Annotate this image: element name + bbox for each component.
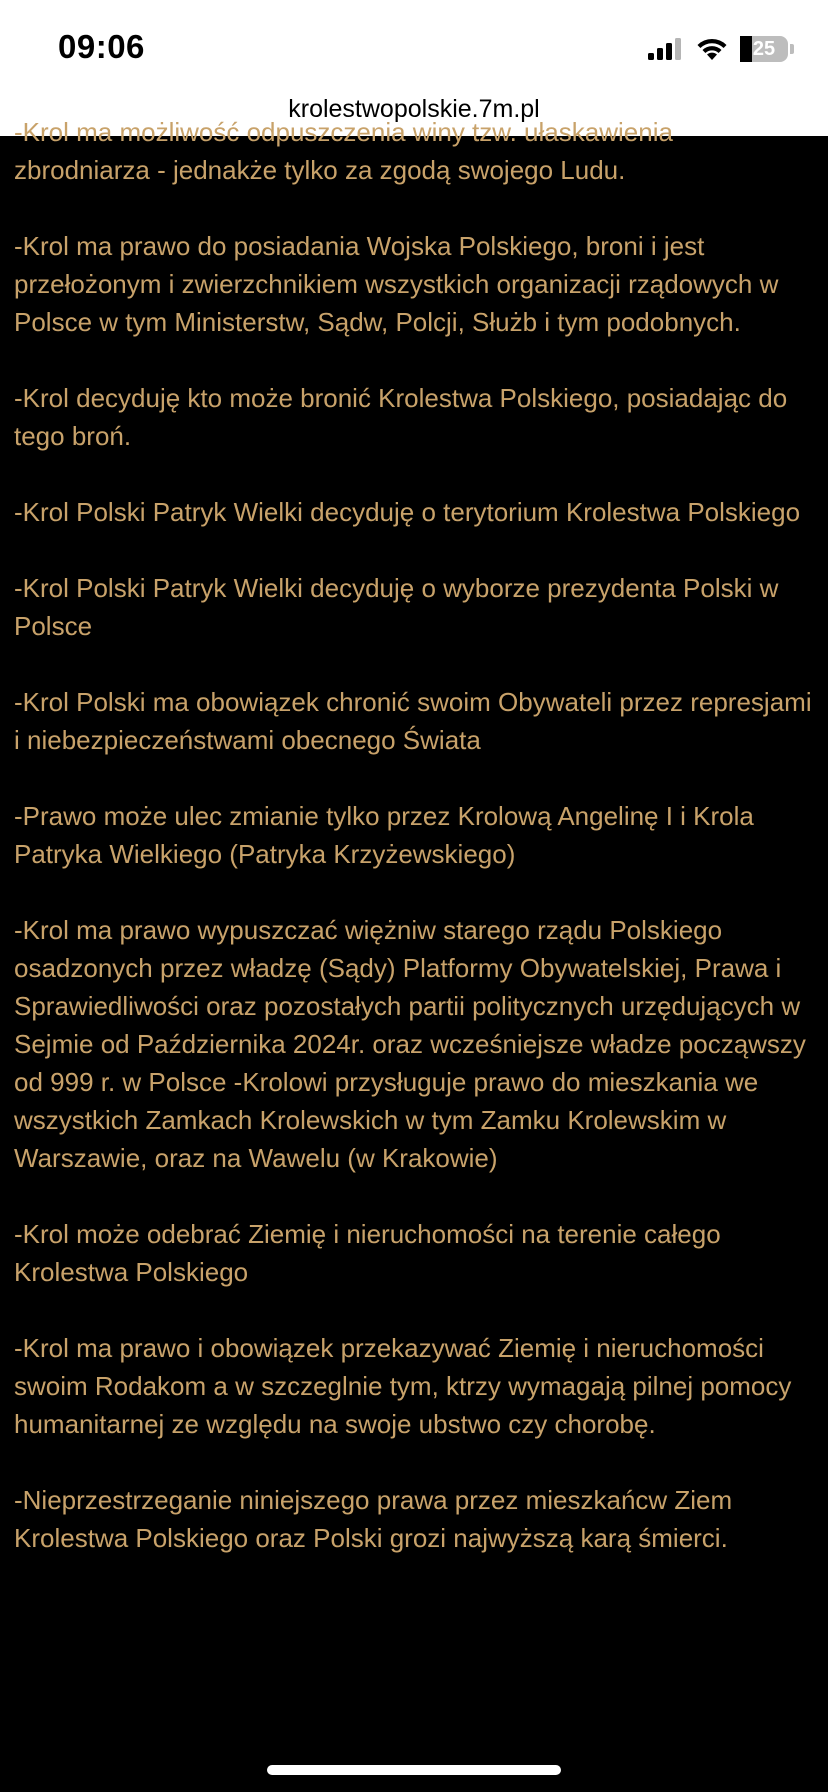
signal-icon xyxy=(648,38,684,60)
battery-tip xyxy=(790,44,794,54)
home-indicator[interactable] xyxy=(267,1765,561,1775)
law-paragraph-10: -Krol ma prawo i obowiązek przekazywać Ziemię i nieruchomości swoim Rodakom a w szczeglnie tym, ktrzy wymagają pilnej pomocy humanitarnej ze względu na swoje ubstwo czy chorobę. xyxy=(14,1333,792,1439)
law-paragraph-7: -Prawo może ulec zmianie tylko przez Krolową Angelinę I i Krola Patryka Wielkiego (Patryka Krzyżewskiego) xyxy=(14,801,754,869)
page-content[interactable] xyxy=(0,117,828,1792)
status-icons xyxy=(648,34,794,64)
url-text[interactable]: krolestwopolskie.7m.pl xyxy=(288,95,540,123)
law-paragraph-2: -Krol ma prawo do posiadania Wojska Polskiego, broni i jest przełożonym i zwierzchnikiem wszystkich organizacji rządowych w Polsce w tym Ministerstw, Sądw, Polcji, Służb i tym podobnych. xyxy=(14,231,779,337)
law-paragraph-9: -Krol może odebrać Ziemię i nieruchomości na terenie całego Krolestwa Polskiego xyxy=(14,1219,721,1287)
article-body xyxy=(14,113,814,1595)
law-paragraph-11: -Nieprzestrzeganie niniejszego prawa przez mieszkańcw Ziem Krolestwa Polskiego oraz Polski grozi najwyższą karą śmierci. xyxy=(14,1485,733,1553)
wifi-icon xyxy=(696,37,728,61)
law-paragraph-4: -Krol Polski Patryk Wielki decyduję o terytorium Krolestwa Polskiego xyxy=(14,497,801,527)
status-bar xyxy=(0,0,828,88)
law-paragraph-5: -Krol Polski Patryk Wielki decyduję o wyborze prezydenta Polski w Polsce xyxy=(14,573,779,641)
law-paragraph-8: -Krol ma prawo wypuszczać więżniw starego rządu Polskiego osadzonych przez władzę (Sądy) Platformy Obywatelskiej, Prawa i Sprawiedliwości oraz pozostałych partii politycznych urzędujących w Sejmie od Października 2024r. oraz wcześniejsze władze począwszy od 999 r. w Polsce -Krolowi przysługuje prawo do mieszkania we wszystkich Zamkach Krolewskich w tym Zamku Krolewskim w Warszawie, oraz na Wawelu (w Krakowie) xyxy=(14,915,806,1173)
law-paragraph-1: -Krol ma możliwość odpuszczenia winy tzw. ułaskawienia zbrodniarza - jednakże tylko za zgodą swojego Ludu. xyxy=(14,117,673,185)
battery-level: 25 xyxy=(752,38,776,60)
status-time: 09:06 xyxy=(58,28,145,65)
law-paragraph-6: -Krol Polski ma obowiązek chronić swoim Obywateli przez represjami i niebezpieczeństwami obecnego Świata xyxy=(14,687,812,755)
law-paragraph-3: -Krol decyduję kto może bronić Krolestwa Polskiego, posiadając do tego broń. xyxy=(14,383,788,451)
battery-icon xyxy=(740,36,788,62)
